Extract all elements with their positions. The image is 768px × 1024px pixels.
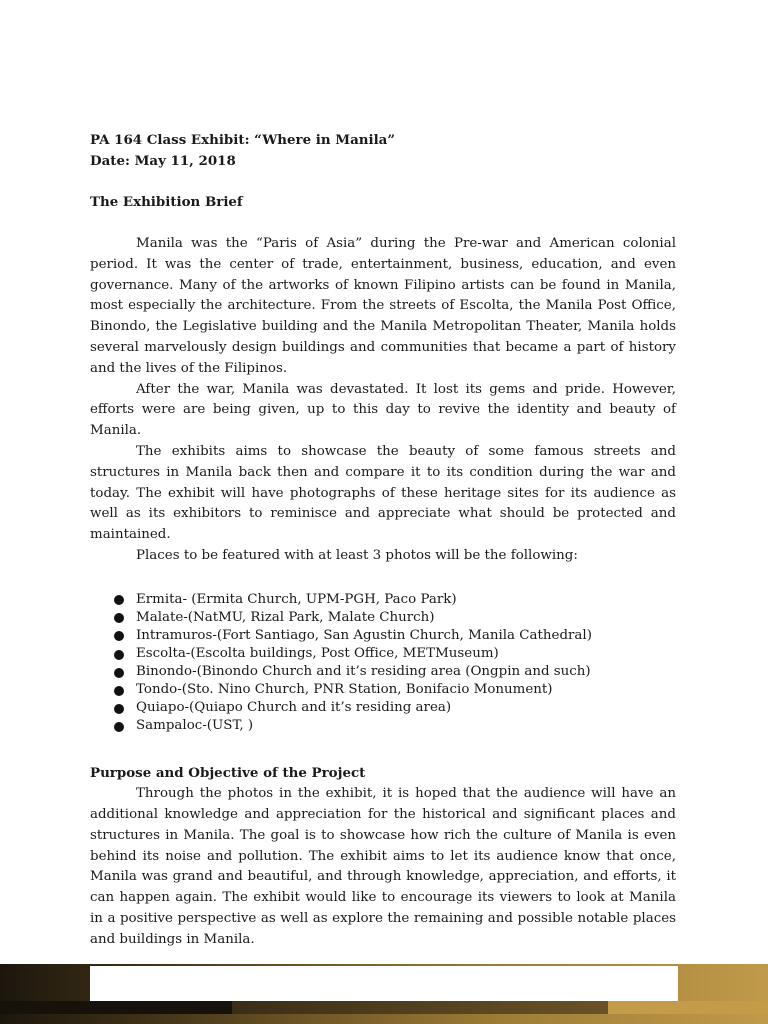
list-item	[90, 681, 676, 699]
list-item-text: Escolta-(Escolta buildings, Post Office, METMuseum)	[136, 646, 499, 662]
spacer	[90, 172, 676, 193]
bullet-icon	[114, 704, 124, 714]
list-item	[90, 663, 676, 681]
list-item-text: Ermita- (Ermita Church, UPM-PGH, Paco Park)	[136, 591, 457, 607]
spacer	[90, 213, 676, 234]
footer-strip-brown	[232, 1001, 608, 1014]
brief-paragraph: The exhibits aims to showcase the beauty of some famous streets and structures in Manila back then and compare it to its condition during the war and today. The exhibit will have photographs of these heritage sites for its audience as well as its exhibitors to reminisce and appreciate what should be protected and maintained.	[90, 443, 676, 543]
list-item-text: Binondo-(Binondo Church and it’s residing area (Ongpin and such)	[136, 664, 591, 680]
purpose-paragraph: Through the photos in the exhibit, it is hoped that the audience will have an additional knowledge and appreciation for the historical and significant places and structures in Manila. The goal is to showcase how rich the culture of Manila is even behind its noise and pollution. The exhibit aims to let its audience know that once, Manila was grand and beautiful, and through knowledge, appreciation, and efforts, it can happen again. The exhibit would like to encourage its viewers to look at Manila in a positive perspective as well as explore the remaining and possible notable places and buildings in Manila.	[90, 786, 676, 947]
list-item	[90, 699, 676, 717]
bullet-icon	[114, 650, 124, 660]
brief-paragraph: After the war, Manila was devastated. It lost its gems and pride. However, efforts were are being given, up to this day to revive the identity and beauty of Manila.	[90, 381, 676, 439]
list-item	[90, 609, 676, 627]
list-item	[90, 591, 676, 609]
bullet-icon	[114, 686, 124, 696]
places-list	[90, 591, 676, 736]
section-heading-purpose: Purpose and Objective of the Project	[90, 765, 366, 782]
document-date: Date: May 11, 2018	[90, 152, 236, 169]
brief-paragraph: Places to be featured with at least 3 photos will be the following:	[136, 547, 578, 563]
list-item-text: Sampaloc-(UST, )	[136, 718, 254, 734]
list-item	[90, 645, 676, 663]
bullet-icon	[114, 613, 124, 623]
footer-decoration	[0, 964, 768, 1024]
bullet-icon	[114, 668, 124, 678]
footer-strip-dark	[0, 1001, 232, 1014]
section-heading-brief: The Exhibition Brief	[90, 194, 243, 211]
spacer	[90, 567, 676, 591]
list-item	[90, 627, 676, 645]
list-item-text: Quiapo-(Quiapo Church and it’s residing area)	[136, 700, 452, 716]
document-page	[90, 130, 676, 992]
list-item-text: Tondo-(Sto. Nino Church, PNR Station, Bonifacio Monument)	[136, 682, 553, 698]
brief-paragraph: Manila was the “Paris of Asia” during the Pre-war and American colonial period. It was the center of trade, entertainment, business, education, and even governance. Many of the artworks of known Filipino artists can be found in Manila, most especially the architecture. From the streets of Escolta, the Manila Post Office, Binondo, the Legislative building and the Manila Metropolitan Theater, Manila holds several marvelously design buildings and communities that became a part of history and the lives of the Filipinos.	[90, 235, 676, 376]
bullet-icon	[114, 595, 124, 605]
document-title: PA 164 Class Exhibit: “Where in Manila”	[90, 132, 396, 148]
list-item	[90, 717, 676, 735]
spacer	[90, 735, 676, 763]
bullet-icon	[114, 722, 124, 732]
list-item-text: Malate-(NatMU, Rizal Park, Malate Church)	[136, 609, 435, 625]
footer-strip-gold	[608, 1001, 768, 1014]
footer-white-panel	[90, 966, 678, 1001]
list-item-text: Intramuros-(Fort Santiago, San Agustin Church, Manila Cathedral)	[136, 627, 592, 643]
bullet-icon	[114, 631, 124, 641]
